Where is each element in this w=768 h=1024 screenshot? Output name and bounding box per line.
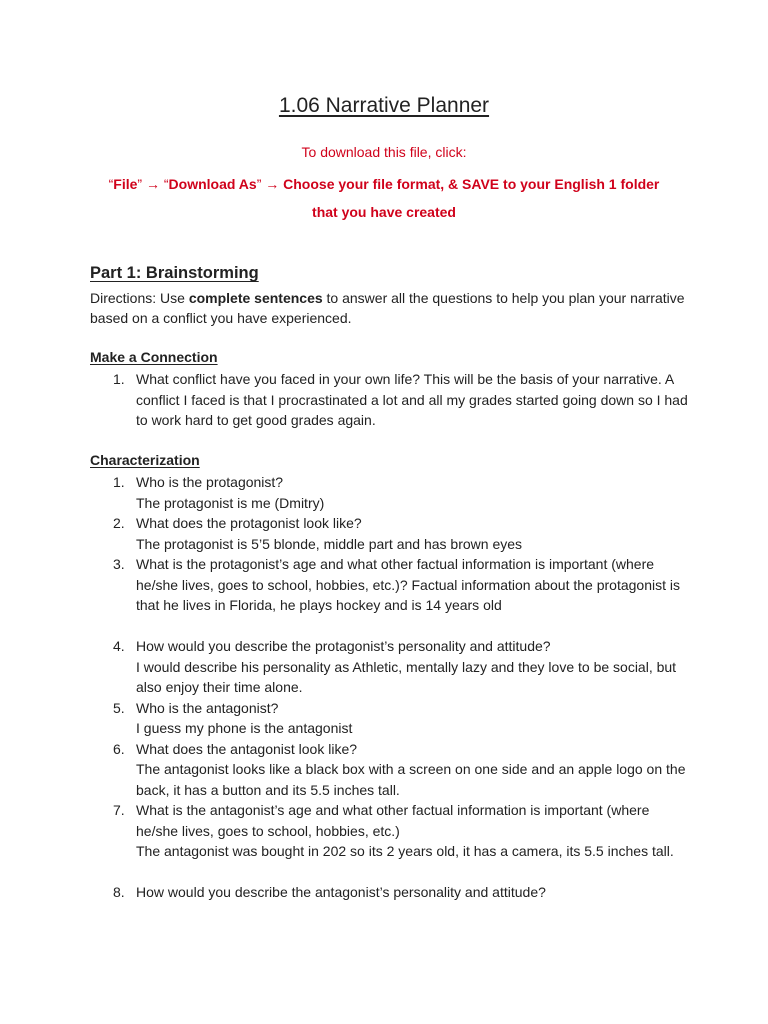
arrow-icon: → xyxy=(142,176,164,192)
list-item xyxy=(90,882,690,903)
answer-text: I guess my phone is the antagonist xyxy=(136,720,353,736)
question-text: Who is the antagonist? xyxy=(136,699,279,716)
list-item xyxy=(90,800,690,862)
directions-suffix: to answer all the questions to help you plan your narrative based on a conflict you have experienced. xyxy=(90,290,685,326)
save-step: Choose your file format, & SAVE to your English 1 folder that you have created xyxy=(283,176,660,220)
quote-mark: “ xyxy=(163,176,169,192)
connection-list xyxy=(90,369,690,431)
item-number: 7. xyxy=(113,802,125,818)
directions-prefix: Directions: Use xyxy=(90,290,189,306)
question-text: What is the protagonist’s age and what other factual information is important (where he/she lives, goes to school, hobbies, etc.)? Factual information about the protagonist is that he lives in Florida, he plays hockey and is 14 years old xyxy=(136,556,680,613)
question-text: What is the antagonist’s age and what other factual information is important (where he/she lives, goes to school, hobbies, etc.) xyxy=(136,802,650,839)
list-item xyxy=(90,472,690,513)
answer-text: The protagonist is 5’5 blonde, middle part and has brown eyes xyxy=(136,535,523,552)
file-menu-step: File xyxy=(113,176,138,192)
answer-text: The antagonist was bought in 202 so its 2 years old, it has a camera, its 5.5 inches tall. xyxy=(136,843,674,859)
question-text: How would you describe the antagonist’s personality and attitude? xyxy=(136,884,546,900)
answer-text: The protagonist is me (Dmitry) xyxy=(136,494,325,511)
question-text: How would you describe the protagonist’s personality and attitude? xyxy=(136,638,551,654)
list-item xyxy=(90,698,690,739)
quote-mark: “ xyxy=(108,176,114,192)
part1-heading: Part 1: Brainstorming xyxy=(90,264,259,282)
item-number: 3. xyxy=(113,556,125,572)
quote-mark: ” xyxy=(256,176,262,192)
download-as-step: Download As xyxy=(168,176,257,192)
list-item xyxy=(90,636,690,698)
make-connection-heading: Make a Connection xyxy=(90,349,218,365)
item-number: 1. xyxy=(113,474,125,490)
download-instruction: To download this file, click: xyxy=(301,144,467,160)
arrow-icon: → xyxy=(261,176,284,192)
page-title: 1.06 Narrative Planner xyxy=(278,94,490,117)
item-number: 6. xyxy=(113,740,125,757)
list-item xyxy=(90,369,690,431)
item-number: 4. xyxy=(113,638,125,654)
question-text: What does the protagonist look like? xyxy=(136,515,362,531)
list-item xyxy=(90,739,690,801)
question-text: What does the antagonist look like? xyxy=(136,740,358,757)
item-number: 8. xyxy=(113,884,125,900)
characterization-heading: Characterization xyxy=(90,452,200,468)
item-number: 2. xyxy=(113,515,125,531)
item-number: 1. xyxy=(113,371,125,387)
item-text: What conflict have you faced in your own life? This will be the basis of your narrative. A conflict I faced is that I procrastinated a lot and all my grades started going down so I had to work hard to get good grades again. xyxy=(136,371,688,428)
answer-text: The antagonist looks like a black box with a screen on one side and an apple logo on the back, it has a button and its 5.5 inches tall. xyxy=(136,761,686,798)
directions-text xyxy=(90,288,690,328)
download-steps xyxy=(100,170,668,226)
item-number: 5. xyxy=(113,699,125,716)
directions-emphasis: complete sentences xyxy=(188,290,323,306)
quote-mark: ” xyxy=(137,176,143,192)
question-text: Who is the protagonist? xyxy=(136,474,284,490)
list-item xyxy=(90,554,690,616)
characterization-list xyxy=(90,472,690,903)
answer-text: I would describe his personality as Athletic, mentally lazy and they love to be social, but also enjoy their time alone. xyxy=(136,658,677,695)
list-item xyxy=(90,513,690,554)
